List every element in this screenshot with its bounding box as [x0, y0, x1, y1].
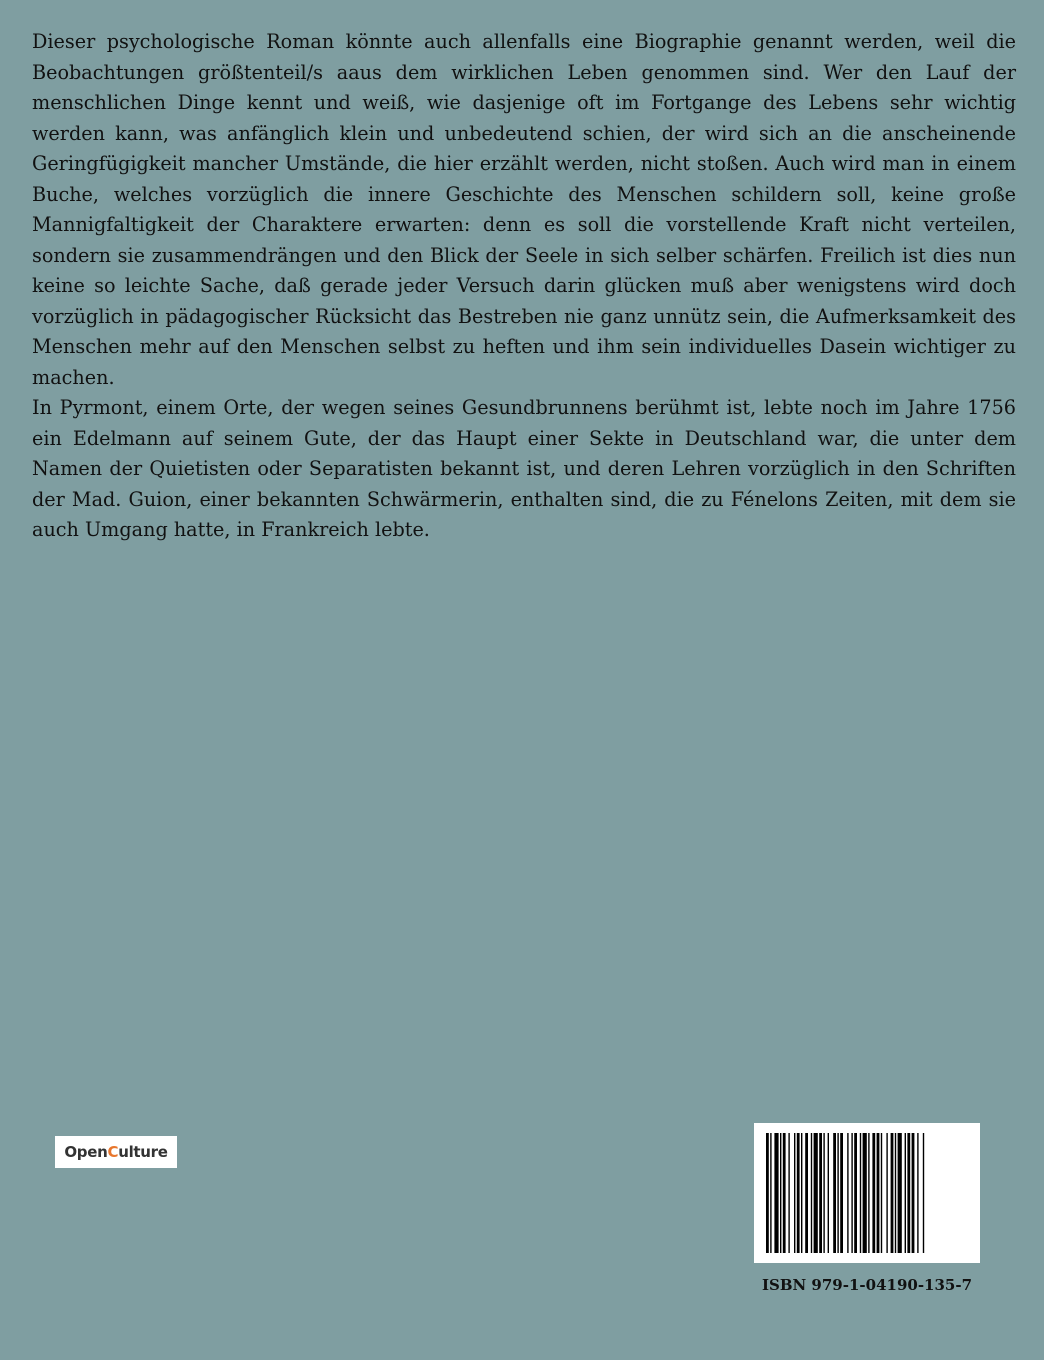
barcode-bar [847, 1133, 848, 1253]
publisher-logo [55, 1136, 177, 1168]
barcode-bar [828, 1133, 829, 1253]
barcode-bar [895, 1133, 896, 1253]
logo-text-open: Open [64, 1143, 108, 1161]
barcode-bar [872, 1133, 875, 1253]
barcode-bar [860, 1133, 861, 1253]
barcode-bar [766, 1133, 769, 1253]
barcode-bar [898, 1133, 902, 1253]
barcode-bar [783, 1133, 786, 1253]
barcode-bar [863, 1133, 867, 1253]
barcode-bar [840, 1133, 843, 1253]
barcode-bar [923, 1133, 924, 1253]
barcode-bar [877, 1133, 880, 1253]
barcode-bar [907, 1133, 910, 1253]
barcode-bar [886, 1133, 887, 1253]
barcode-bar [794, 1133, 795, 1253]
barcode [754, 1123, 980, 1263]
barcode-bar [770, 1133, 771, 1253]
barcode-bar [833, 1133, 836, 1253]
logo-text-ulture: ulture [118, 1143, 168, 1161]
barcode-bar [774, 1133, 778, 1253]
barcode-bar [881, 1133, 882, 1253]
blurb-paragraph-1: Dieser psychologische Roman könnte auch allenfalls eine Biographie genannt werden, weil die Beobachtungen größtenteil/s aaus dem wirklichen Leben genommen sind. Wer den Lauf der menschlichen Dinge kennt und weiß, wie dasjenige oft im Fortgange des Lebens sehr wichtig werden kann, was anfänglich klein und unbedeutend schien, der wird sich an die anscheinende Geringfügigkeit mancher Umstände, die hier erzählt werden, nicht stoßen. Auch wird man in einem Buche, welches vorzüglich die innere Geschichte des Menschen schildern soll, keine große Mannigfaltigkeit der Charaktere erwarten: denn es soll die vorstellende Kraft nicht verteilen, sondern sie zusammendrängen und den Blick der Seele in sich selber schärfen. Freilich ist dies nun keine so leichte Sache, daß gerade jeder Versuch darin glücken muß aber wenigstens wird doch vorzüglich in pädagogischer Rücksicht das Bestreben nie ganz unnütz sein, die Aufmerksamkeit des Menschen mehr auf den Menschen selbst zu heften und ihm sein individuelles Dasein wichtiger zu machen. [32, 30, 1016, 389]
barcode-icon [766, 1133, 968, 1253]
barcode-bar [797, 1133, 800, 1253]
blurb-paragraph-2: In Pyrmont, einem Orte, der wegen seines Gesundbrunnens berühmt ist, lebte noch im Jahre 1756 ein Edelmann auf seinem Gute, der das Haupt einer Sekte in Deutschland war, die unter dem Namen der Quietisten oder Separatisten bekannt ist, und deren Lehren vorzüglich in den Schriften der Mad. Guion, einer bekannten Schwärmerin, enthalten sind, die zu Fénelons Zeiten, mit dem sie auch Umgang hatte, in Frankreich lebte. [32, 396, 1016, 541]
barcode-bar [814, 1133, 818, 1253]
barcode-bar [823, 1133, 824, 1253]
barcode-bar [780, 1133, 781, 1253]
logo-text-accent: C [107, 1143, 119, 1161]
barcode-bar [837, 1133, 838, 1253]
barcode-bar [891, 1133, 894, 1253]
blurb-text [32, 27, 1016, 546]
barcode-bar [854, 1133, 857, 1253]
barcode-bar [905, 1133, 906, 1253]
barcode-bar [868, 1133, 869, 1253]
barcode-bar [917, 1133, 918, 1253]
isbn-label: ISBN 979-1-04190-135-7 [761, 1276, 973, 1294]
barcode-bar [811, 1133, 812, 1253]
barcode-bar [819, 1133, 822, 1253]
barcode-bar [801, 1133, 802, 1253]
barcode-bar [805, 1133, 808, 1253]
barcode-bar [912, 1133, 915, 1253]
barcode-bar [851, 1133, 852, 1253]
barcode-bar [788, 1133, 789, 1253]
